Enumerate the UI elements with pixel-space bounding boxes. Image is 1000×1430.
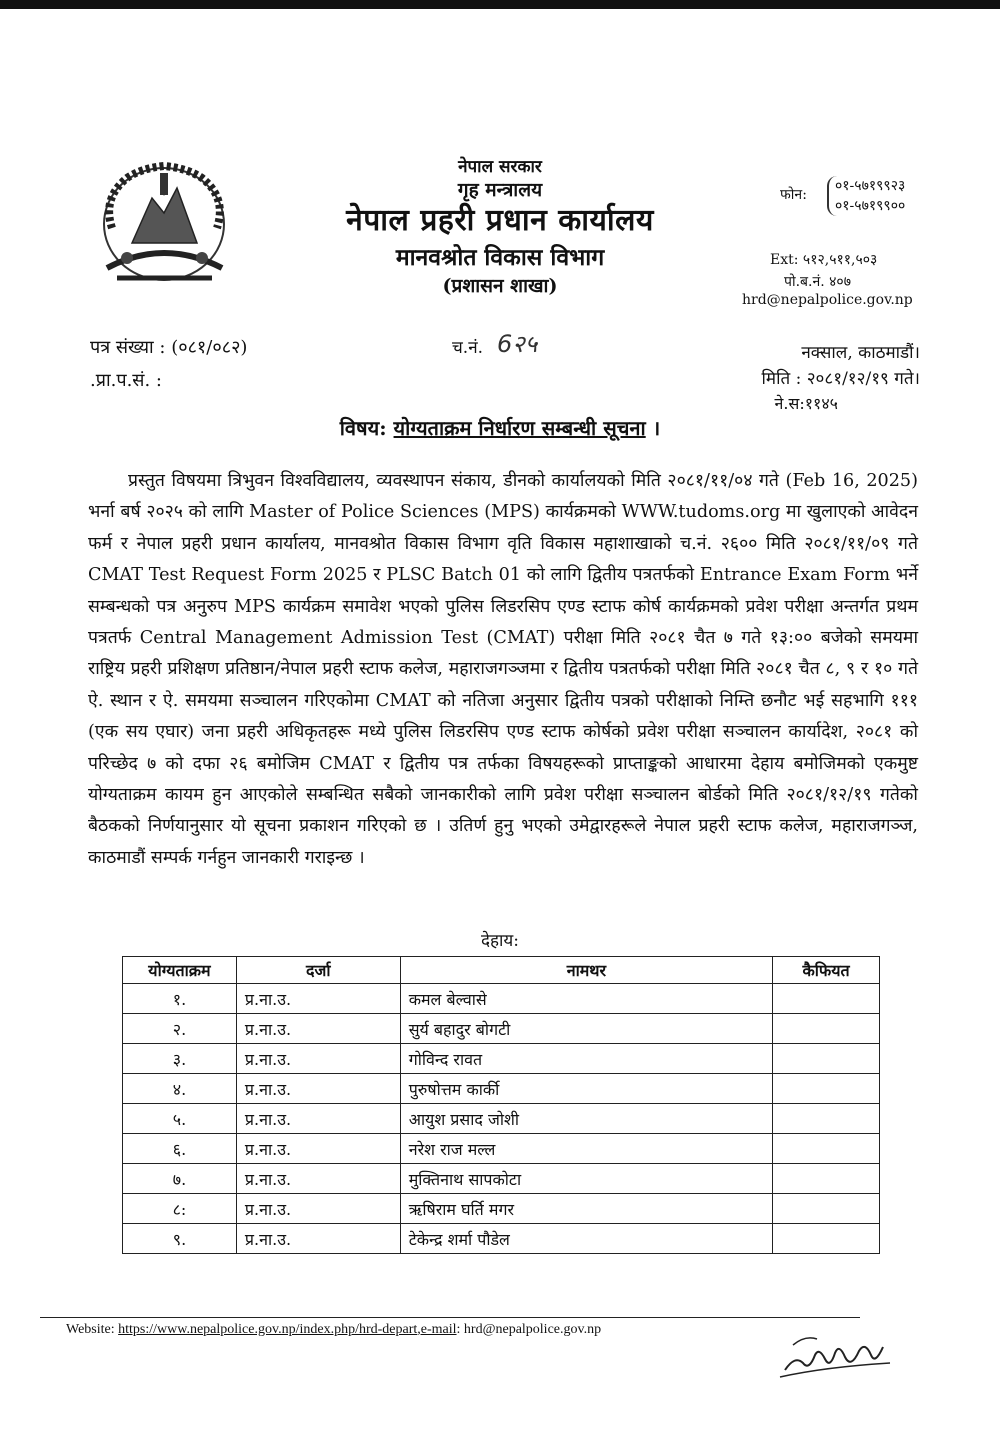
ministry-name: गृह मन्त्रालय bbox=[457, 179, 543, 201]
cell-post: प्र.ना.उ. bbox=[236, 1224, 400, 1254]
letter-place: नक्साल, काठमाडौं। bbox=[801, 343, 920, 363]
subject-text: योग्यताक्रम निर्धारण सम्बन्धी सूचना bbox=[393, 416, 646, 440]
cell-name: मुक्तिनाथ सापकोटा bbox=[400, 1164, 772, 1194]
phone-label: फोन: bbox=[780, 187, 807, 203]
footer-email[interactable]: hrd@nepalpolice.gov.np bbox=[463, 1322, 602, 1337]
cell-rank: ४. bbox=[123, 1074, 237, 1104]
cell-remarks bbox=[773, 984, 880, 1014]
table-caption: देहाय: bbox=[480, 931, 520, 951]
cell-rank: ३. bbox=[123, 1044, 237, 1074]
cell-remarks bbox=[773, 1014, 880, 1044]
website-label: Website: bbox=[66, 1322, 119, 1337]
col-header-name: नामथर bbox=[400, 957, 772, 984]
cell-post: प्र.ना.उ. bbox=[236, 1194, 400, 1224]
contact-email: hrd@nepalpolice.gov.np bbox=[742, 292, 913, 308]
cell-name: ऋषिराम घर्ति मगर bbox=[400, 1194, 772, 1224]
office-name: नेपाल प्रहरी प्रधान कार्यालय bbox=[346, 203, 654, 238]
phone-numbers bbox=[827, 176, 905, 216]
nepal-samvat-number: ने.स:११४५ bbox=[774, 394, 838, 413]
cell-rank: ९. bbox=[123, 1224, 237, 1254]
cell-remarks bbox=[773, 1194, 880, 1224]
phone-number: ०१-५७१९९२३ bbox=[835, 178, 906, 194]
cell-rank: ७. bbox=[123, 1164, 237, 1194]
signature-icon bbox=[775, 1325, 895, 1385]
cell-name: टेकेन्द्र शर्मा पौडेल bbox=[400, 1224, 772, 1254]
cell-name: सुर्य बहादुर बोगटी bbox=[400, 1014, 772, 1044]
subject-end: । bbox=[645, 416, 661, 440]
cell-rank: ५. bbox=[123, 1104, 237, 1134]
cell-rank: ८: bbox=[123, 1194, 237, 1224]
cell-post: प्र.ना.उ. bbox=[236, 1134, 400, 1164]
table-row bbox=[123, 1224, 880, 1254]
cell-remarks bbox=[773, 1164, 880, 1194]
cell-remarks bbox=[773, 1224, 880, 1254]
cell-rank: २. bbox=[123, 1014, 237, 1044]
table-row bbox=[123, 1134, 880, 1164]
table-row bbox=[123, 1044, 880, 1074]
table-row bbox=[123, 1194, 880, 1224]
cell-post: प्र.ना.उ. bbox=[236, 984, 400, 1014]
dispatch-number-handwritten: 6२५ bbox=[497, 330, 538, 358]
branch-name: (प्रशासन शाखा) bbox=[442, 275, 558, 297]
cell-post: प्र.ना.उ. bbox=[236, 1014, 400, 1044]
email-separator: : bbox=[456, 1322, 464, 1337]
table-header-row bbox=[123, 957, 880, 984]
table-row bbox=[123, 1164, 880, 1194]
email-label: ,e-mail bbox=[417, 1322, 457, 1337]
footer-website bbox=[66, 1322, 601, 1338]
cell-remarks bbox=[773, 1074, 880, 1104]
subject-label: विषय: bbox=[339, 416, 387, 440]
cell-name: आयुश प्रसाद जोशी bbox=[400, 1104, 772, 1134]
website-link[interactable]: https://www.nepalpolice.gov.np/index.php/hrd-depart bbox=[118, 1322, 418, 1337]
government-name: नेपाल सरकार bbox=[458, 157, 542, 177]
scan-top-border bbox=[0, 0, 1000, 9]
cell-post: प्र.ना.उ. bbox=[236, 1104, 400, 1134]
table-row bbox=[123, 984, 880, 1014]
po-box: पो.ब.नं. ४०७ bbox=[784, 274, 851, 290]
cell-name: कमल बेल्वासे bbox=[400, 984, 772, 1014]
extension-numbers: Ext: ५१२,५११,५०३ bbox=[770, 252, 878, 268]
cell-post: प्र.ना.उ. bbox=[236, 1074, 400, 1104]
department-name: मानवश्रोत विकास विभाग bbox=[395, 244, 605, 271]
phone-number: ०१-५७१९९०० bbox=[835, 198, 906, 214]
letter-number: पत्र संख्या : (०८१/०८२) bbox=[90, 337, 248, 358]
table-row bbox=[123, 1014, 880, 1044]
cell-remarks bbox=[773, 1044, 880, 1074]
cell-remarks bbox=[773, 1104, 880, 1134]
footer-divider bbox=[40, 1317, 860, 1318]
cell-rank: ६. bbox=[123, 1134, 237, 1164]
col-header-remarks: कैफियत bbox=[773, 957, 880, 984]
dispatch-label: च.नं. bbox=[452, 338, 484, 358]
reference-number: .प्रा.प.सं. : bbox=[90, 370, 162, 391]
col-header-rank: योग्यताक्रम bbox=[123, 957, 237, 984]
notice-body: प्रस्तुत विषयमा त्रिभुवन विश्वविद्यालय, व्यवस्थापन संकाय, डीनको कार्यालयको मिति २०८१/११/०४ गते (Feb 16, 2025) भर्ना बर्ष २०२५ को लागि Master of Police Sciences (MPS) कार्यक्रमको WWW.tudoms.org मा खुलाएको आवेदन फर्म र नेपाल प्रहरी प्रधान कार्यालय, मानवश्रोत विकास विभाग वृति विकास महाशाखाको च.नं. २६०० मिति २०८१/११/०९ गते CMAT Test Request Form 2025 र PLSC Batch 01 को लागि द्वितीय पत्रतर्फको Entrance Exam Form भर्ने सम्बन्धको पत्र अनुरुप MPS कार्यक्रम समावेश भएको पुलिस लिडरसिप एण्ड स्टाफ कोर्ष कार्यक्रमको प्रवेश परीक्षा अन्तर्गत प्रथम पत्रतर्फ Central Management Admission Test (CMAT) परीक्षा मिति २०८१ चैत ७ गते १३:०० बजेको समयमा राष्ट्रिय प्रहरी प्रशिक्षण प्रतिष्ठान/नेपाल प्रहरी स्टाफ कलेज, महाराजगञ्जमा र द्वितीय पत्रतर्फको परीक्षा मिति २०८१ चैत ८, ९ र १० गते ऐ. स्थान र ऐ. समयमा सञ्चालन गरिएकोमा CMAT को नतिजा अनुसार द्वितीय पत्रको परीक्षाको निम्ति छनौट भई सहभागि १११ (एक सय एघार) जना प्रहरी अधिकृतहरू मध्ये पुलिस लिडरसिप एण्ड स्टाफ कोर्षको प्रवेश परीक्षा सञ्चालन कार्यादेश, २०८१ को परिच्छेद ७ को दफा २६ बमोजिम CMAT र द्वितीय पत्र तर्फका विषयहरूको प्राप्ताङ्कको आधारमा देहाय बमोजिमको एकमुष्ट योग्यताक्रम कायम हुन आएकोले सम्बन्धित सबैको जानकारीको लागि प्रवेश परीक्षा सञ्चालन बोर्डको मिति २०८१/१२/१९ गतेको बैठकको निर्णयानुसार यो सूचना प्रकाशन गरिएको छ । उतिर्ण हुनु भएको उमेद्वारहरूले नेपाल प्रहरी स्टाफ कलेज, महाराजगञ्ज, काठमाडौं सम्पर्क गर्नहुन जानकारी गराइन्छ । bbox=[88, 471, 918, 868]
col-header-post: दर्जा bbox=[236, 957, 400, 984]
cell-name: नरेश राज मल्ल bbox=[400, 1134, 772, 1164]
cell-name: पुरुषोत्तम कार्की bbox=[400, 1074, 772, 1104]
cell-post: प्र.ना.उ. bbox=[236, 1164, 400, 1194]
table-row bbox=[123, 1074, 880, 1104]
cell-rank: १. bbox=[123, 984, 237, 1014]
cell-post: प्र.ना.उ. bbox=[236, 1044, 400, 1074]
merit-list-table bbox=[122, 956, 880, 1254]
table-row bbox=[123, 1104, 880, 1134]
subject-line bbox=[0, 414, 1000, 441]
letter-date: मिति : २०८१/१२/१९ गते। bbox=[761, 369, 920, 389]
cell-remarks bbox=[773, 1134, 880, 1164]
cell-name: गोविन्द रावत bbox=[400, 1044, 772, 1074]
